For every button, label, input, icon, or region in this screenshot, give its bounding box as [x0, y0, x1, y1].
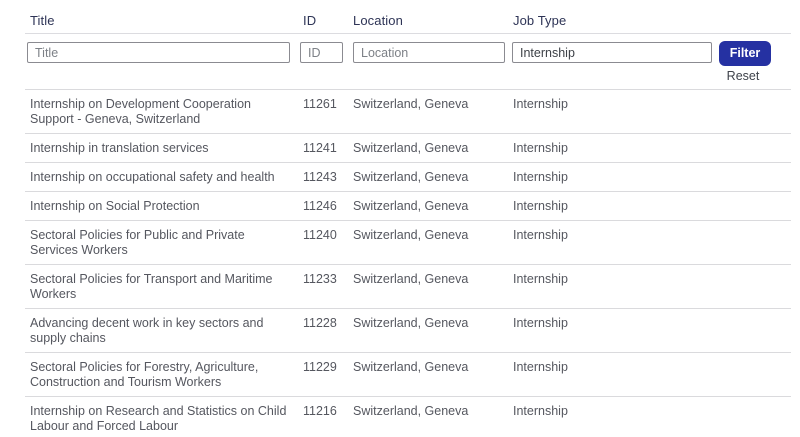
job-location-cell: Switzerland, Geneva: [353, 404, 469, 418]
job-title-cell: Sectoral Policies for Public and Private Services Workers: [30, 228, 245, 257]
table-row[interactable]: [25, 264, 791, 308]
reset-link[interactable]: Reset: [726, 69, 760, 83]
table-header-row: [25, 8, 791, 33]
job-type-cell: Internship: [513, 141, 568, 155]
header-divider: [25, 33, 791, 34]
job-title-cell: Internship on Development Cooperation Support - Geneva, Switzerland: [30, 97, 251, 126]
location-filter-input[interactable]: [353, 42, 505, 63]
table-row[interactable]: [25, 308, 791, 352]
table-row[interactable]: [25, 220, 791, 264]
job-title-cell: Internship in translation services: [30, 141, 209, 155]
job-location-cell: Switzerland, Geneva: [353, 199, 469, 213]
column-header-title: Title: [30, 13, 55, 28]
job-type-cell: Internship: [513, 404, 568, 418]
job-title-cell: Advancing decent work in key sectors and supply chains: [30, 316, 264, 345]
table-row[interactable]: [25, 162, 791, 191]
jobtype-filter-input[interactable]: [512, 42, 712, 63]
job-id-cell: 11228: [303, 316, 337, 330]
table-row[interactable]: [25, 396, 791, 437]
job-id-cell: 11241: [303, 141, 337, 155]
title-filter-input[interactable]: [27, 42, 290, 63]
table-row[interactable]: [25, 352, 791, 396]
job-location-cell: Switzerland, Geneva: [353, 316, 469, 330]
job-id-cell: 11229: [303, 360, 337, 374]
job-title-cell: Internship on occupational safety and health: [30, 170, 275, 184]
column-header-location: Location: [353, 13, 403, 28]
job-type-cell: Internship: [513, 316, 568, 330]
job-id-cell: 11240: [303, 228, 337, 242]
column-header-jobtype: Job Type: [513, 13, 567, 28]
job-location-cell: Switzerland, Geneva: [353, 228, 469, 242]
filter-button[interactable]: Filter: [719, 41, 771, 66]
job-id-cell: 11243: [303, 170, 337, 184]
column-header-id: ID: [303, 13, 317, 28]
job-type-cell: Internship: [513, 199, 568, 213]
job-id-cell: 11261: [303, 97, 337, 111]
jobs-table: [25, 89, 791, 437]
job-location-cell: Switzerland, Geneva: [353, 141, 469, 155]
job-title-cell: Internship on Social Protection: [30, 199, 200, 213]
job-location-cell: Switzerland, Geneva: [353, 272, 469, 286]
job-id-cell: 11216: [303, 404, 337, 418]
job-type-cell: Internship: [513, 170, 568, 184]
job-id-cell: 11233: [303, 272, 337, 286]
job-title-cell: Sectoral Policies for Forestry, Agriculture, Construction and Tourism Workers: [30, 360, 259, 389]
job-type-cell: Internship: [513, 228, 568, 242]
job-id-cell: 11246: [303, 199, 337, 213]
id-filter-input[interactable]: [300, 42, 343, 63]
job-location-cell: Switzerland, Geneva: [353, 97, 469, 111]
job-type-cell: Internship: [513, 97, 568, 111]
job-title-cell: Sectoral Policies for Transport and Maritime Workers: [30, 272, 273, 301]
job-title-cell: Internship on Research and Statistics on Child Labour and Forced Labour: [30, 404, 287, 433]
table-row[interactable]: [25, 191, 791, 220]
table-row[interactable]: [25, 133, 791, 162]
job-type-cell: Internship: [513, 272, 568, 286]
job-location-cell: Switzerland, Geneva: [353, 360, 469, 374]
job-location-cell: Switzerland, Geneva: [353, 170, 469, 184]
job-type-cell: Internship: [513, 360, 568, 374]
table-row[interactable]: [25, 89, 791, 133]
